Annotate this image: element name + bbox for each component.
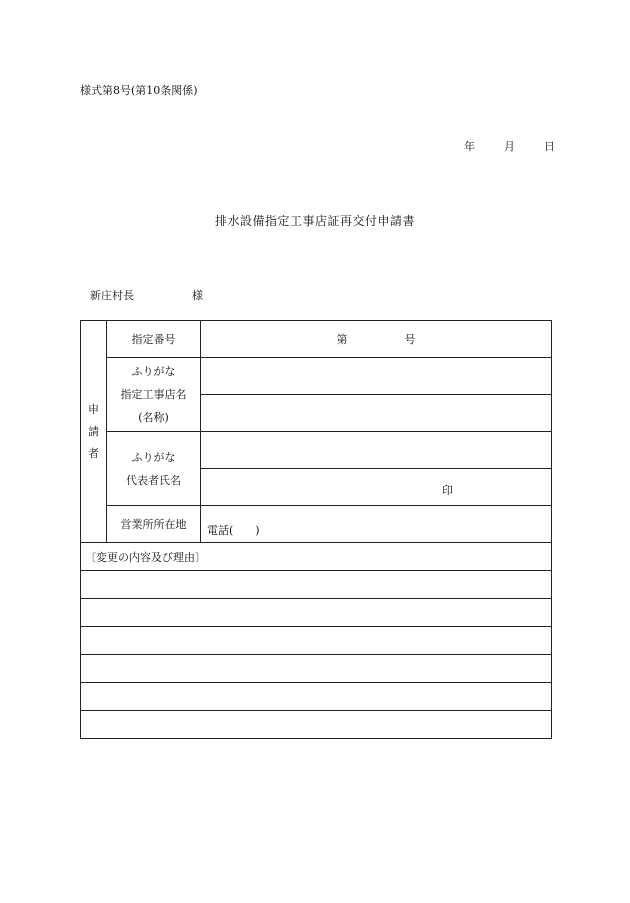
date-year-label: 年 xyxy=(464,140,475,153)
date-day-label: 日 xyxy=(544,140,555,153)
designation-number-field[interactable] xyxy=(201,321,552,358)
shop-name-sub-label: (名称) xyxy=(138,411,169,424)
reason-line-6[interactable] xyxy=(81,711,552,739)
reason-line-5[interactable] xyxy=(81,683,552,711)
reason-header: 〔変更の内容及び理由〕 xyxy=(81,543,552,571)
reason-line-4[interactable] xyxy=(81,655,552,683)
applicant-char-2: 請 xyxy=(88,424,99,438)
shop-furigana-field[interactable] xyxy=(201,358,552,395)
applicant-char-1: 申 xyxy=(88,402,99,416)
document-title: 排水設備指定工事店証再交付申請書 xyxy=(214,214,415,228)
representative-label-cell xyxy=(107,432,201,506)
addressee-honorific: 様 xyxy=(192,289,203,302)
designation-number-prefix: 第 xyxy=(336,333,348,346)
office-address-label: 営業所所在地 xyxy=(107,506,201,543)
representative-name-field[interactable] xyxy=(201,469,552,506)
shop-name-label: 指定工事店名 xyxy=(120,388,187,401)
phone-close: ) xyxy=(255,524,260,537)
seal-mark: 印 xyxy=(442,484,453,497)
shop-name-field[interactable] xyxy=(201,395,552,432)
addressee xyxy=(90,287,203,303)
reason-line-2[interactable] xyxy=(81,599,552,627)
phone-label: 電話( xyxy=(207,524,234,537)
form-number: 様式第8号(第10条関係) xyxy=(80,84,198,97)
representative-name-label: 代表者氏名 xyxy=(126,473,181,487)
applicant-label-cell xyxy=(81,321,107,543)
applicant-char-3: 者 xyxy=(88,446,99,460)
reason-line-1[interactable] xyxy=(81,571,552,599)
office-address-field[interactable] xyxy=(201,506,552,543)
application-form-table xyxy=(80,320,552,739)
addressee-name: 新庄村長 xyxy=(90,289,134,302)
shop-furigana-label: ふりがな xyxy=(131,365,176,378)
date-line xyxy=(464,138,555,154)
shop-name-label-cell xyxy=(107,358,201,432)
representative-furigana-field[interactable] xyxy=(201,432,552,469)
designation-number-label: 指定番号 xyxy=(107,321,201,358)
reason-line-3[interactable] xyxy=(81,627,552,655)
date-month-label: 月 xyxy=(504,140,515,153)
designation-number-suffix: 号 xyxy=(404,333,416,346)
representative-furigana-label: ふりがな xyxy=(131,450,176,464)
